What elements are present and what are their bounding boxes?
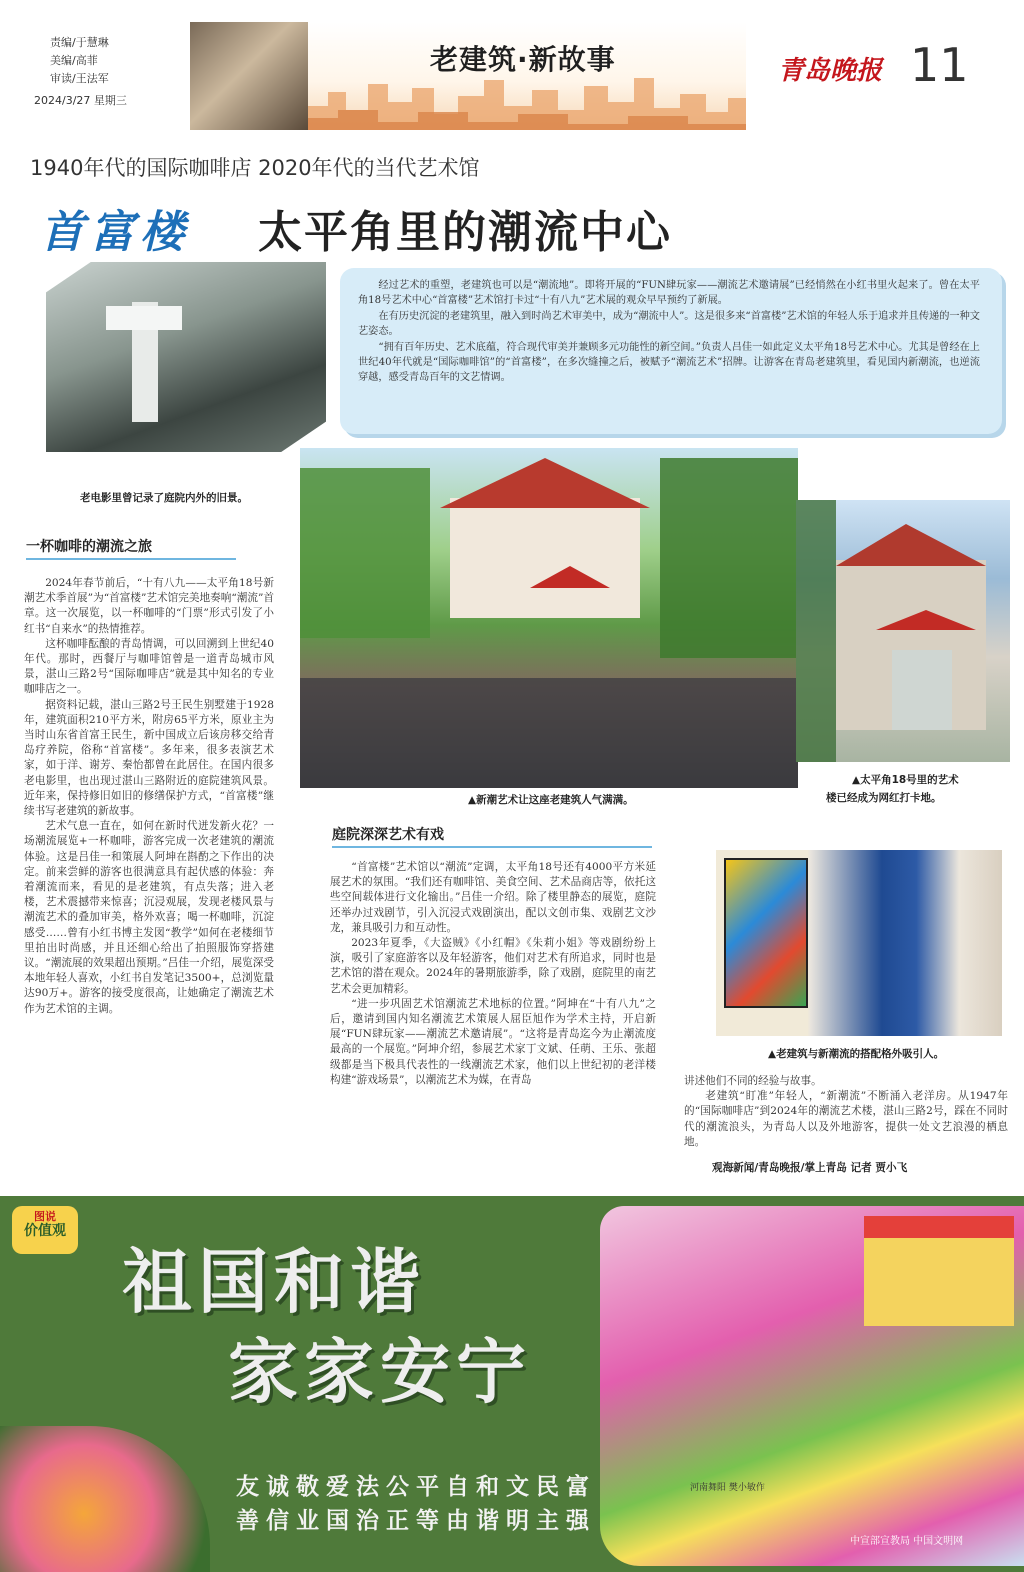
issue-date: 2024/3/27 星期三: [34, 94, 127, 107]
old-photo-caption: 老电影里曾记录了庭院内外的旧景。: [80, 492, 248, 504]
body-paragraph: 讲述他们不同的经验与故事。: [684, 1075, 822, 1087]
main-photo-caption: ▲新潮艺术让这座老建筑人气满满。: [468, 794, 634, 806]
body-paragraph: 这杯咖啡酝酿的青岛情调，可以回溯到上世纪40年代。那时，西餐厅与咖啡馆曾是一道青岛城市风景，湛山三路2号“国际咖啡店”就是其中知名的专业咖啡店之一。: [24, 637, 274, 696]
proofreader-credit: 审读/王法军: [50, 72, 109, 85]
intro-box: [340, 268, 1002, 434]
body-paragraph: “进一步巩固艺术馆潮流艺术地标的位置。”阿坤在“十有八九”之后，邀请到国内知名潮流艺术策展人屈臣旭作为学术主持，开启新展“FUN肆玩家——潮流艺术邀请展”。“这将是青岛迄今为止潮流度最高的一个展览。”阿坤介绍，参展艺术家丁文斌、任萌、王乐、张超级都是当下极具代表性的一线潮流艺术家，他们以上世纪初的老洋楼构建“游戏场景”，以潮流艺术为媒，在青岛: [330, 997, 656, 1086]
body-paragraph: “首富楼”艺术馆以“潮流”定调，太平角18号还有4000平方米延展艺术的氛围。“我们还有咖啡馆、美食空间、艺术品商店等，依托这些空间载体进行文化输出。”吕佳一介绍。除了楼里静态的展览，庭院还举办过戏剧节，引入沉浸式戏剧演出，配以文创市集、戏剧艺文沙龙，兼具吸引力和互动性。: [330, 861, 656, 934]
section-title-coffee: 一杯咖啡的潮流之旅: [26, 536, 236, 560]
bird-nest-illustration: [0, 1426, 210, 1572]
artwork-credit: 河南舞阳 樊小敏作: [690, 1483, 765, 1493]
street-sign-board: [106, 306, 182, 330]
article-byline: 观海新闻/青岛晚报/掌上青岛 记者 贾小飞: [712, 1162, 908, 1174]
courtyard-performance-photo: [300, 448, 798, 788]
body-paragraph: 艺术气息一直在，如何在新时代迸发新火花？一场潮流展览+一杯咖啡，游客完成一次老建筑的潮流体验。这是吕佳一和策展人阿坤在斟酌之下作出的决定。前来尝鲜的游客也很满意具有起伏感的体验：奔着潮流而来，看见的是老建筑，有点失落；进入老楼，艺术震撼带来惊喜；沉浸观展，发现老楼风景与潮流艺术的叠加审美，格外欢喜；喝一杯咖啡，沉淀感受……曾有小红书博主发図“教学”如何在老楼细节里拍出时尚感，并且还细心给出了拍照服饰穿搭建议。“潮流展的效果超出预期。”吕佳一介绍，展览深受本地年轻人喜欢，小红书自发笔记3500+，总浏览量达90万+。游客的接受度很高，让她确定了潮流艺术作为艺术馆的主调。: [24, 820, 274, 1015]
sponsor-organizations: 中宣部宣教局 中国文明网: [850, 1536, 964, 1547]
body-paragraph: 2023年夏季，《大盗贼》《小红帽》《朱莉小姐》等戏剧纷纷上演，吸引了家庭游客以及年轻游客，他们对艺术有所追求，同时也是艺术馆的潜在观众。2024年的暑期旅游季，除了戏剧，庭院里的南艺艺术会更加精彩。: [330, 937, 656, 995]
old-building-photo: [190, 22, 308, 130]
right-photo-caption-line1: ▲太平角18号里的艺术: [852, 774, 959, 786]
section-closing-body: [684, 1074, 1008, 1150]
headline-accent: 首富楼: [40, 207, 190, 258]
core-values-line1: 友诚敬爱法公平自和文民富: [236, 1473, 596, 1500]
intro-paragraph: 在有历史沉淀的老建筑里，融入到时尚艺术审美中，成为“潮流中人”。这是很多来“首富楼”艺术馆的年轻人乐于追求并且传递的一种文艺姿态。: [358, 310, 980, 338]
art-editor-credit: 美编/高菲: [50, 54, 98, 67]
editor-credit: 责编/于慧琳: [50, 36, 109, 49]
old-film-photo: [46, 262, 326, 452]
ad-title-line2: 家家安宁: [228, 1331, 532, 1413]
badge-bottom-text: 价值观: [24, 1223, 66, 1239]
page-number: 11: [910, 38, 969, 92]
body-paragraph: 2024年春节前后，“十有八九——太平角18号新潮艺术季首展”为“首富楼”艺术馆完美地奏响“潮流”首章。这一次展览，以一杯咖啡的“门票”形式引发了小红书“自来水”的热情推荐。: [24, 577, 274, 635]
section-courtyard-body: [330, 860, 656, 1088]
art-photo-caption: ▲老建筑与新潮流的搭配格外吸引人。: [768, 1048, 945, 1060]
courtyard-scene: [300, 448, 798, 788]
body-paragraph: 老建筑“盯准”年轻人，“新潮流”不断涌入老洋房。从1947年的“国际咖啡店”到2024年的潮流艺术楼，湛山三路2号，踩在不同时代的潮流浪头，为青岛人以及外地游客，提供一处文艺浪漫的栖息地。: [684, 1090, 1008, 1148]
gallery-interior-photo: [716, 850, 1002, 1036]
right-photo-caption-line2: 楼已经成为网红打卡地。: [826, 792, 942, 804]
article-subtitle: 1940年代的国际咖啡店 2020年代的当代艺术馆: [30, 156, 480, 180]
core-values-line2: 善信业国治正等由谐明主强: [236, 1507, 596, 1534]
art-building-scene: [796, 500, 1010, 762]
ad-title-line1: 祖国和谐: [122, 1241, 426, 1323]
body-paragraph: 据资料记载，湛山三路2号王民生别墅建于1928年，建筑面积210平方米，附房65平方米，原业主为当时山东省首富王民生，新中国成立后该房移交给青岛疗养院，俗称“首富楼”。多年来，很多表演艺术家，如于洋、谢芳、秦怡都曾在此居住。在国内很多老电影里，也出现过湛山三路附近的庭院建筑风景。近年来，保持修旧如旧的修缮保护方式，“首富楼”继续书写老建筑的新故事。: [24, 698, 274, 818]
values-badge: [12, 1206, 78, 1254]
intro-paragraph: “拥有百年历史、艺术底蕴，符合现代审美并兼顾多元功能性的新空间。”负责人吕佳一如此定义太平角18号艺术中心。尤其是曾经在上世纪40年代就是“国际咖啡馆”的“首富楼”，在多次缝撞之后，被赋予“潮流艺术”招牌。让游客在青岛老建筑里，看见国内新潮流，也逆流穿越，感受青岛百年的文艺情调。: [358, 341, 980, 384]
pop-art-painting: [724, 858, 808, 1008]
art-building-photo: [796, 500, 1010, 762]
headline-main: 太平角里的潮流中心: [258, 207, 672, 258]
newspaper-name: 青岛晚报: [778, 56, 883, 86]
column-banner: [190, 22, 746, 130]
badge-top-text: 图说: [34, 1210, 56, 1223]
section-coffee-body: [24, 576, 274, 1017]
column-title: 老建筑·新故事: [430, 43, 616, 76]
intro-paragraph: 经过艺术的重塑，老建筑也可以是“潮流地”。即将开展的“FUN肆玩家——潮流艺术邀请展”已经悄然在小红书里火起来了。曾在太平角18号艺术中心“首富楼”艺术馆打卡过“十有八九”艺术展的观众早早预约了新展。: [358, 280, 980, 307]
public-service-ad: [0, 1196, 1024, 1572]
section-title-courtyard: 庭院深深艺术有戏: [332, 824, 652, 848]
house-illustration: [864, 1216, 1014, 1326]
